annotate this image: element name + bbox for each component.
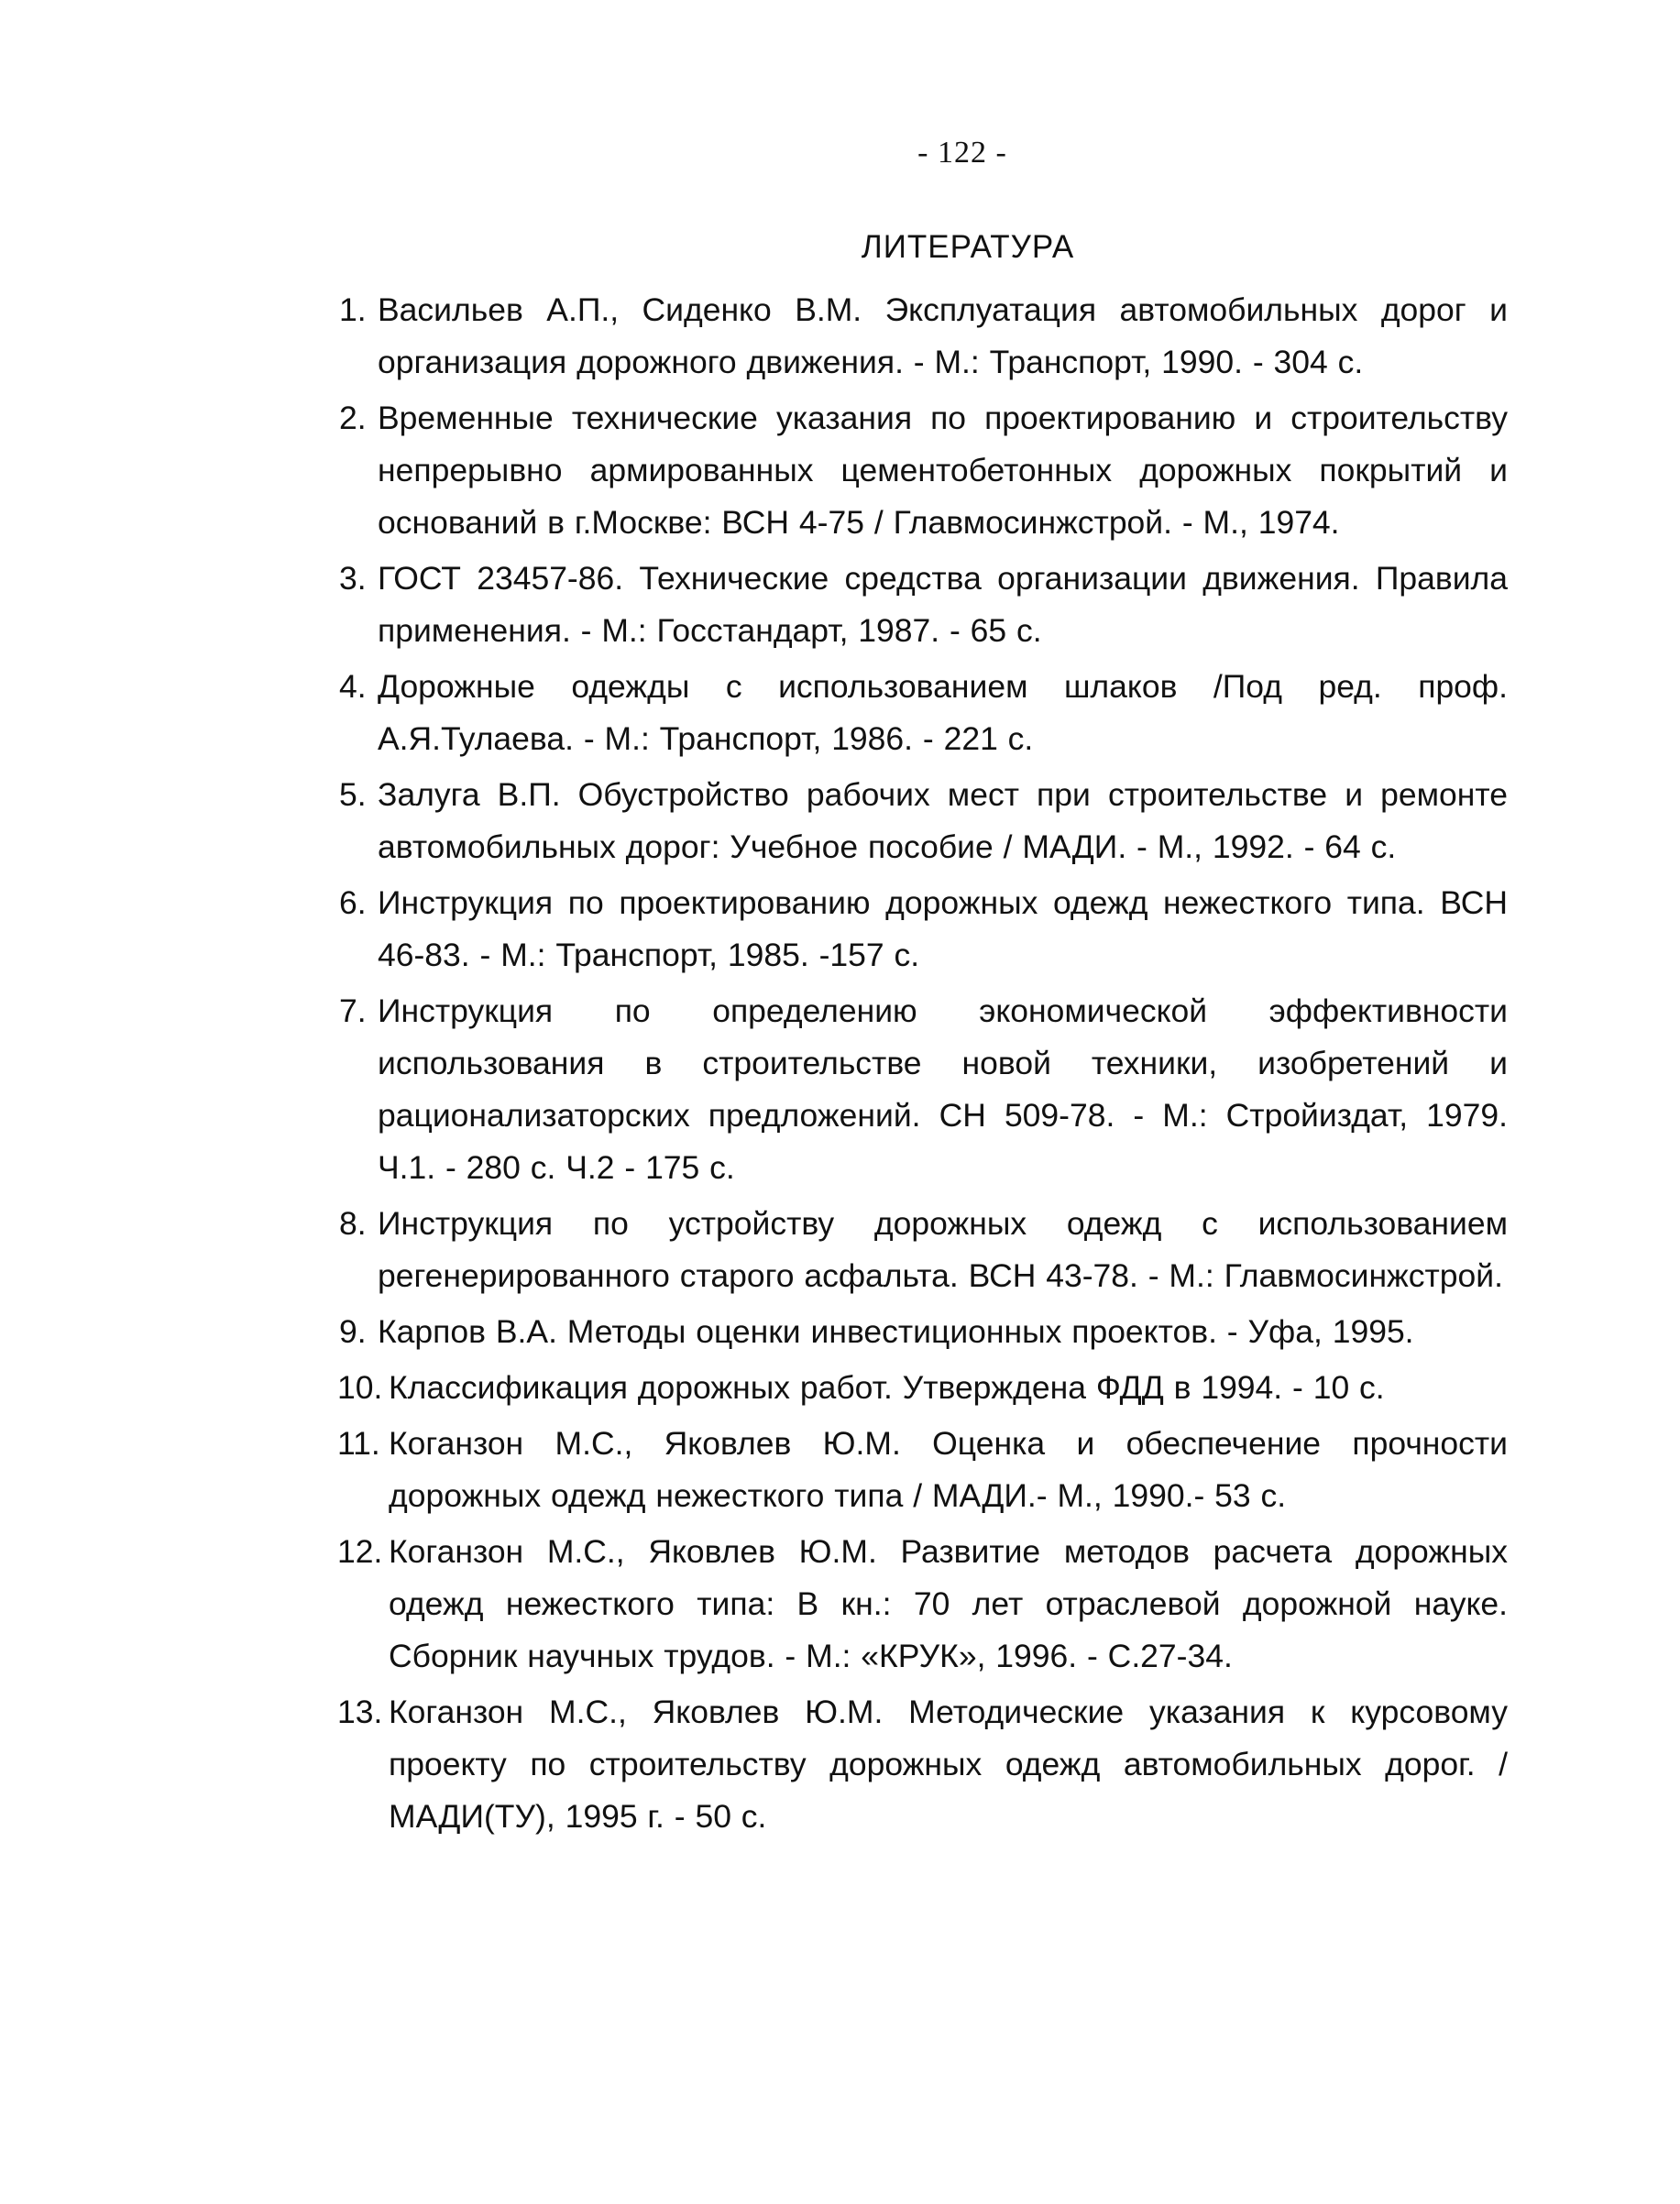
reference-text: Васильев А.П., Сиденко В.М. Эксплуатация автомобильных дорог и организация дорожного движения. - М.: Транспорт, 1990. - 304 с. (378, 291, 1508, 380)
reference-number: 12. (337, 1533, 383, 1570)
reference-text: Коганзон М.С., Яковлев Ю.М. Оценка и обеспечение прочности дорожных одежд нежесткого типа / МАДИ.- М., 1990.- 53 с. (389, 1425, 1508, 1514)
reference-number: 4. (339, 668, 367, 705)
reference-text: Временные технические указания по проектированию и строительству непрерывно армированных цементобетонных дорожных покрытий и оснований в г.Москве: ВСН 4-75 / Главмосинжстрой. - М., 1974. (378, 400, 1508, 541)
reference-text: Карпов В.А. Методы оценки инвестиционных проектов. - Уфа, 1995. (378, 1313, 1414, 1350)
reference-text: Инструкция по устройству дорожных одежд с использованием регенерированного старого асфальта. ВСН 43-78. - М.: Главмосинжстрой. (378, 1205, 1508, 1294)
reference-item-11 (339, 1418, 1508, 1522)
reference-item-1 (339, 284, 1508, 389)
reference-number: 8. (339, 1205, 367, 1242)
reference-number: 3. (339, 560, 367, 597)
reference-item-13 (339, 1686, 1508, 1843)
reference-number: 5. (339, 776, 367, 813)
reference-text: Инструкция по проектированию дорожных одежд нежесткого типа. ВСН 46-83. - М.: Транспорт, 1985. -157 с. (378, 884, 1508, 973)
reference-item-4 (339, 661, 1508, 765)
reference-item-3 (339, 553, 1508, 657)
reference-text: Классификация дорожных работ. Утверждена ФДД в 1994. - 10 с. (389, 1369, 1385, 1406)
reference-text: Коганзон М.С., Яковлев Ю.М. Развитие методов расчета дорожных одежд нежесткого типа: В кн.: 70 лет отраслевой дорожной науке. Сборник научных трудов. - М.: «КРУК», 1996. - С.27-34. (389, 1533, 1508, 1674)
reference-item-12 (339, 1526, 1508, 1683)
reference-number: 11. (337, 1425, 380, 1462)
reference-text: Дорожные одежды с использованием шлаков /Под ред. проф. А.Я.Тулаева. - М.: Транспорт, 1986. - 221 с. (378, 668, 1508, 757)
reference-number: 10. (337, 1369, 383, 1406)
reference-number: 6. (339, 884, 367, 921)
reference-text: Залуга В.П. Обустройство рабочих мест при строительстве и ремонте автомобильных дорог: Учебное пособие / МАДИ. - М., 1992. - 64 с. (378, 776, 1508, 865)
reference-item-9 (339, 1306, 1508, 1358)
reference-text: Коганзон М.С., Яковлев Ю.М. Методические указания к курсовому проекту по строительству дорожных одежд автомобильных дорог. /МАДИ(ТУ), 1995 г. - 50 с. (389, 1694, 1508, 1835)
reference-list (339, 284, 1508, 1847)
reference-number: 2. (339, 400, 367, 436)
reference-item-2 (339, 392, 1508, 549)
reference-item-10 (339, 1362, 1508, 1414)
reference-item-7 (339, 985, 1508, 1194)
page-heading: ЛИТЕРАТУРА (861, 229, 1075, 265)
reference-number: 9. (339, 1313, 367, 1350)
page-number: - 122 - (917, 136, 1007, 170)
reference-number: 7. (339, 992, 367, 1029)
reference-number: 1. (339, 291, 367, 328)
reference-item-6 (339, 877, 1508, 981)
reference-text: ГОСТ 23457-86. Технические средства организации движения. Правила применения. - М.: Госстандарт, 1987. - 65 с. (378, 560, 1508, 649)
reference-number: 13. (337, 1694, 383, 1730)
reference-item-5 (339, 769, 1508, 873)
reference-text: Инструкция по определению экономической эффективности использования в строительстве новой техники, изобретений и рационализаторских предложений. СН 509-78. - М.: Стройиздат, 1979. Ч.1. - 280 с. Ч.2 - 175 с. (378, 992, 1508, 1186)
reference-item-8 (339, 1198, 1508, 1302)
